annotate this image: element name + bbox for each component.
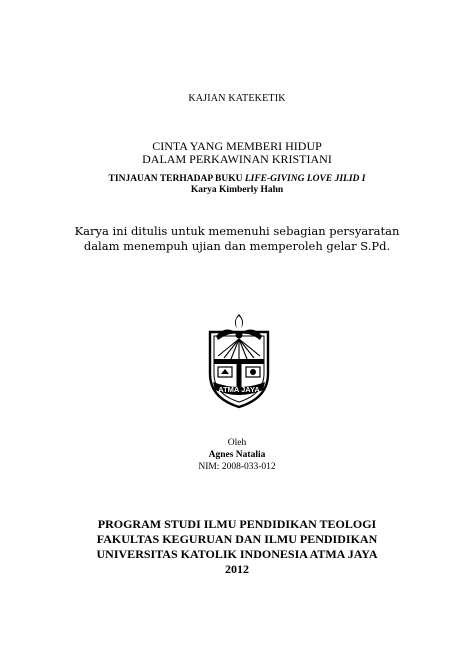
title-line-1: CINTA YANG MEMBERI HIDUP xyxy=(152,139,322,153)
purpose-statement xyxy=(0,224,474,254)
purpose-line-2: dalam menempuh ujian dan memperoleh gelar S.Pd. xyxy=(83,239,391,253)
crest-text: ATMA JAYA xyxy=(218,385,260,394)
purpose-line-1: Karya ini ditulis untuk memenuhi sebagian persyaratan xyxy=(74,224,400,238)
author-name: Agnes Natalia xyxy=(208,450,266,460)
author-by-label: Oleh xyxy=(227,438,247,448)
title-line-2: DALAM PERKAWINAN KRISTIANI xyxy=(142,152,332,166)
student-id: NIM: 2008-033-012 xyxy=(198,462,276,472)
year: 2012 xyxy=(225,562,249,576)
institution-block xyxy=(0,517,474,577)
university-crest-icon xyxy=(204,312,274,410)
faculty: FAKULTAS KEGURUAN DAN ILMU PENDIDIKAN xyxy=(96,532,378,546)
book-title: LIFE-GIVING LOVE JILID I xyxy=(244,174,366,184)
author-block xyxy=(0,437,474,473)
document-category: KAJIAN KATEKETIK xyxy=(188,93,286,104)
document-title xyxy=(0,140,474,166)
document-subtitle xyxy=(0,174,474,196)
subtitle-line xyxy=(0,174,474,185)
university: UNIVERSITAS KATOLIK INDONESIA ATMA JAYA xyxy=(96,547,378,561)
subtitle-prefix: TINJAUAN TERHADAP BUKU xyxy=(108,174,245,184)
book-author: Karya Kimberly Hahn xyxy=(190,185,284,195)
study-program: PROGRAM STUDI ILMU PENDIDIKAN TEOLOGI xyxy=(97,517,377,531)
